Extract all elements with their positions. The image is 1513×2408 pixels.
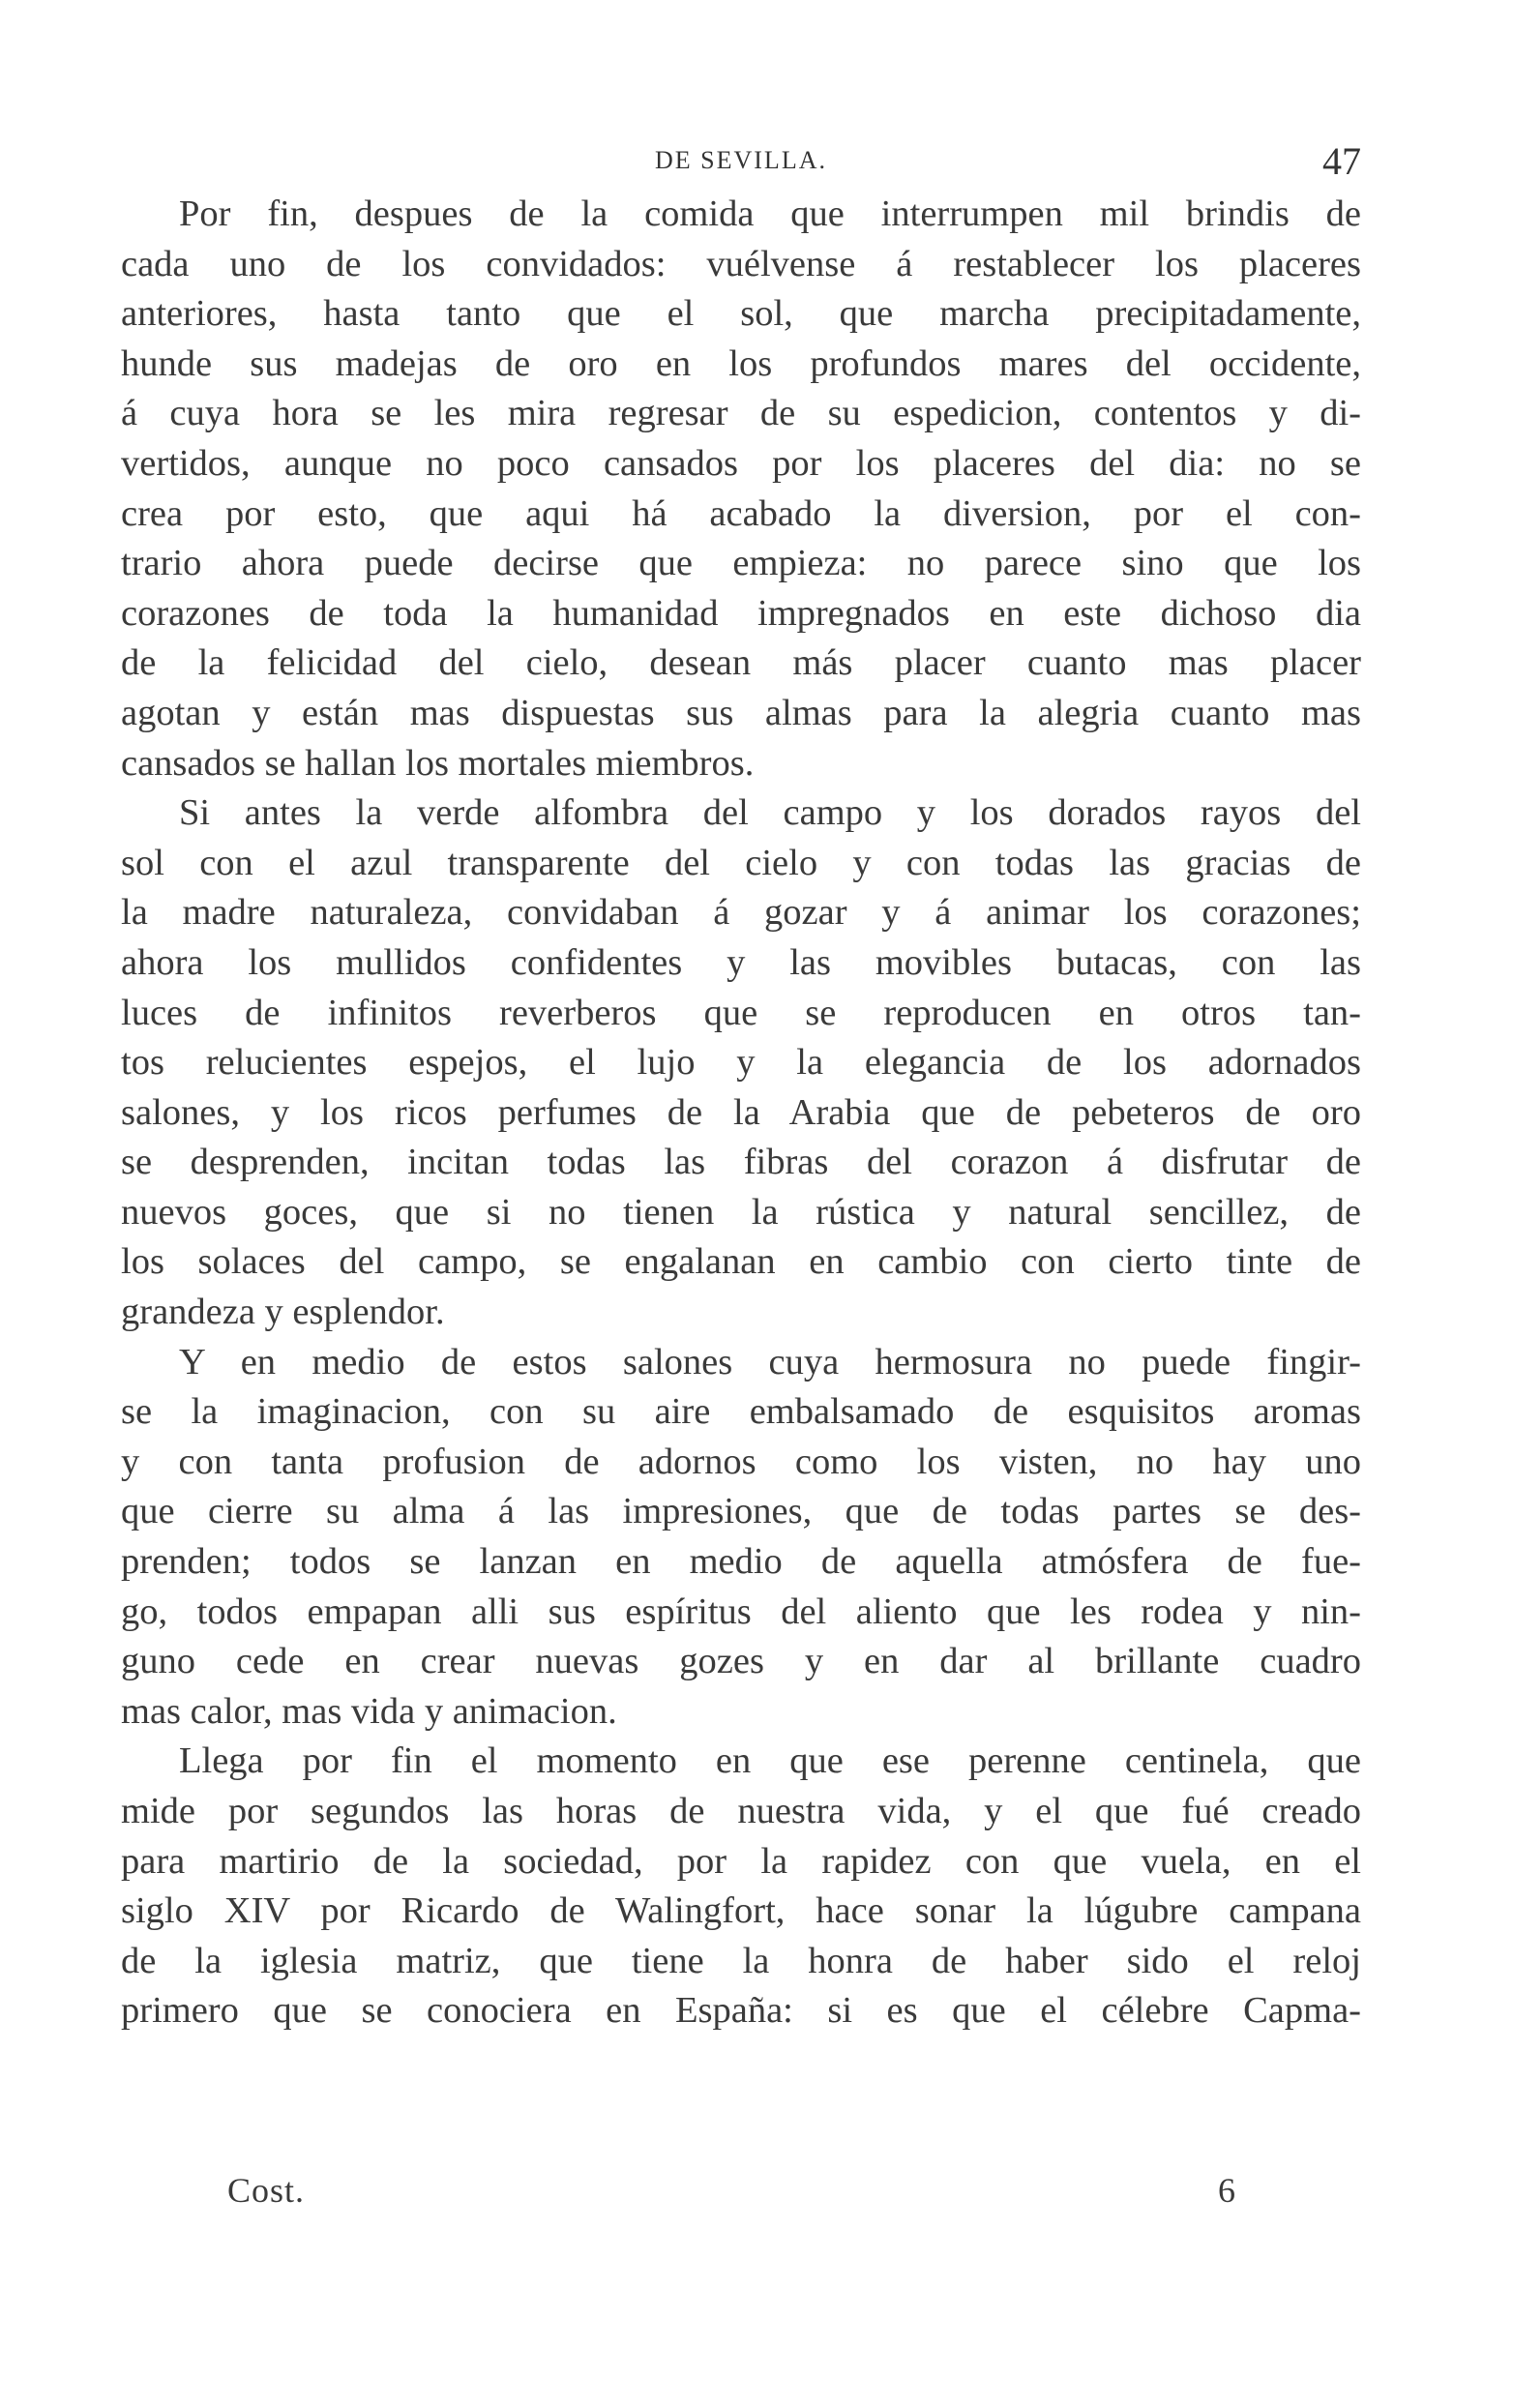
text-line: ahora los mullidos confidentes y las movibles butacas, con las [121, 941, 1361, 983]
text-line: mas calor, mas vida y animacion. [121, 1690, 617, 1732]
text-line: agotan y están mas dispuestas sus almas para la alegria cuanto mas [121, 692, 1361, 733]
text-line: crea por esto, que aqui há acabado la diversion, por el con- [121, 492, 1361, 534]
text-line: de la felicidad del cielo, desean más placer cuanto mas placer [121, 642, 1361, 684]
text-line: mide por segundos las horas de nuestra vida, y el que fué creado [121, 1791, 1361, 1831]
page-number: 47 [1322, 139, 1361, 183]
paragraph [121, 190, 1361, 788]
text-line: para martirio de la sociedad, por la rapidez con que vuela, en el [121, 1840, 1361, 1882]
body-text [121, 190, 1361, 2036]
text-line: prenden; todos se lanzan en medio de aquella atmósfera de fue- [121, 1541, 1361, 1583]
text-line: se la imaginacion, con su aire embalsamado de esquisitos aromas [121, 1391, 1361, 1433]
text-line: los solaces del campo, se engalanan en cambio con cierto tinte de [121, 1241, 1361, 1283]
text-line: Si antes la verde alfombra del campo y los dorados rayos del [179, 792, 1361, 834]
text-line: que cierre su alma á las impresiones, que de todas partes se des- [121, 1491, 1361, 1532]
paragraph [121, 1737, 1361, 2036]
text-line: la madre naturaleza, convidaban á gozar y á animar los corazones; [121, 892, 1361, 934]
text-line: tos relucientes espejos, el lujo y la elegancia de los adornados [121, 1042, 1361, 1084]
text-line: luces de infinitos reverberos que se reproducen en otros tan- [121, 992, 1361, 1033]
text-line: nuevos goces, que si no tienen la rústica y natural sencillez, de [121, 1191, 1361, 1233]
text-line: Por fin, despues de la comida que interrumpen mil brindis de [179, 193, 1361, 234]
text-line: siglo XIV por Ricardo de Walingfort, hace sonar la lúgubre campana [121, 1890, 1361, 1932]
printer-signature: Cost. [227, 2171, 306, 2210]
text-line: anteriores, hasta tanto que el sol, que marcha precipitadamente, [121, 293, 1361, 335]
running-title: DE SEVILLA. [655, 146, 827, 174]
paragraph [121, 1338, 1361, 1738]
text-line: guno cede en crear nuevas gozes y en dar al brillante cuadro [121, 1641, 1361, 1682]
text-line: grandeza y esplendor. [121, 1292, 445, 1333]
text-line: Y en medio de estos salones cuya hermosura no puede fingir- [179, 1341, 1361, 1382]
text-line: á cuya hora se les mira regresar de su espedicion, contentos y di- [121, 393, 1361, 434]
text-line: cansados se hallan los mortales miembros. [121, 742, 755, 784]
running-head [121, 138, 1361, 183]
text-line: go, todos empapan alli sus espíritus del aliento que les rodea y nin- [121, 1590, 1361, 1632]
text-line: salones, y los ricos perfumes de la Arabia que de pebeteros de oro [121, 1091, 1361, 1133]
text-line: sol con el azul transparente del cielo y con todas las gracias de [121, 842, 1361, 883]
text-line: de la iglesia matriz, que tiene la honra de haber sido el reloj [121, 1940, 1361, 1981]
paragraph [121, 788, 1361, 1338]
text-line: trario ahora puede decirse que empieza: no parece sino que los [121, 543, 1361, 584]
gathering-number: 6 [1218, 2171, 1235, 2210]
text-line: vertidos, aunque no poco cansados por los placeres del dia: no se [121, 442, 1361, 484]
page-footer [121, 2170, 1361, 2218]
text-line: corazones de toda la humanidad impregnados en este dichoso dia [121, 592, 1361, 634]
text-line: hunde sus madejas de oro en los profundos mares del occidente, [121, 342, 1361, 384]
text-line: se desprenden, incitan todas las fibras del corazon á disfrutar de [121, 1142, 1361, 1183]
text-line: y con tanta profusion de adornos como los visten, no hay uno [121, 1441, 1361, 1482]
text-line: cada uno de los convidados: vuélvense á restablecer los placeres [121, 243, 1361, 284]
text-line: primero que se conociera en España: si es que el célebre Capma- [121, 1990, 1361, 2032]
text-line: Llega por fin el momento en que ese perenne centinela, que [179, 1740, 1361, 1782]
